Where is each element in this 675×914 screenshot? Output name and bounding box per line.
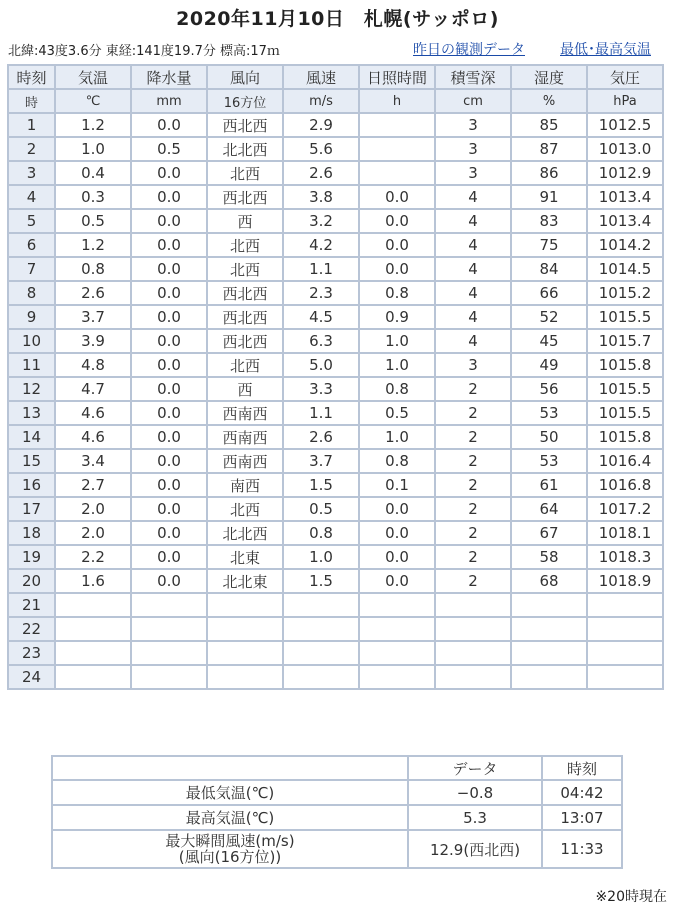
column-unit: ℃ (55, 89, 131, 113)
precipitation-cell: 0.0 (131, 233, 207, 257)
precipitation-cell (131, 641, 207, 665)
hour-cell: 18 (8, 521, 55, 545)
column-unit: mm (131, 89, 207, 113)
humidity-cell (511, 665, 587, 689)
precipitation-cell: 0.0 (131, 449, 207, 473)
pressure-cell: 1016.8 (587, 473, 663, 497)
sunshine-cell: 0.0 (359, 185, 435, 209)
wind-direction-cell: 南西 (207, 473, 283, 497)
hour-cell: 11 (8, 353, 55, 377)
column-header: 時刻 (8, 65, 55, 89)
page-title: 2020年11月10日 札幌(サッポロ) (176, 8, 499, 30)
snow-depth-cell (435, 641, 511, 665)
precipitation-cell: 0.5 (131, 137, 207, 161)
wind-speed-cell: 0.5 (283, 497, 359, 521)
hour-cell: 22 (8, 617, 55, 641)
table-row (8, 233, 663, 257)
precipitation-cell: 0.0 (131, 185, 207, 209)
summary-label-line: (風向(16方位)) (178, 848, 282, 866)
wind-speed-cell (283, 641, 359, 665)
wind-speed-cell: 1.1 (283, 257, 359, 281)
pressure-cell: 1015.5 (587, 377, 663, 401)
precipitation-cell: 0.0 (131, 281, 207, 305)
humidity-cell (511, 617, 587, 641)
hour-cell: 6 (8, 233, 55, 257)
temperature-cell: 3.7 (55, 305, 131, 329)
humidity-cell: 83 (511, 209, 587, 233)
pressure-cell: 1015.7 (587, 329, 663, 353)
snow-depth-cell: 2 (435, 377, 511, 401)
hour-cell: 9 (8, 305, 55, 329)
wind-speed-cell: 4.2 (283, 233, 359, 257)
wind-speed-cell: 1.5 (283, 473, 359, 497)
summary-time: 11:33 (542, 830, 622, 868)
column-unit: % (511, 89, 587, 113)
temperature-cell (55, 593, 131, 617)
hour-cell: 20 (8, 569, 55, 593)
table-row (8, 449, 663, 473)
snow-depth-cell (435, 593, 511, 617)
sunshine-cell: 0.0 (359, 545, 435, 569)
pressure-cell: 1013.4 (587, 185, 663, 209)
column-unit: 時 (8, 89, 55, 113)
temperature-cell: 0.5 (55, 209, 131, 233)
hour-cell: 7 (8, 257, 55, 281)
summary-row (52, 830, 622, 868)
precipitation-cell: 0.0 (131, 473, 207, 497)
sunshine-cell (359, 665, 435, 689)
hour-cell: 14 (8, 425, 55, 449)
snow-depth-cell: 2 (435, 401, 511, 425)
table-row (8, 113, 663, 137)
column-header: 気温 (55, 65, 131, 89)
humidity-cell (511, 593, 587, 617)
table-row (8, 593, 663, 617)
wind-direction-cell: 北北西 (207, 521, 283, 545)
sunshine-cell (359, 641, 435, 665)
column-header-row (8, 65, 663, 89)
table-row (8, 545, 663, 569)
hour-cell: 12 (8, 377, 55, 401)
snow-depth-cell: 4 (435, 257, 511, 281)
hour-cell: 21 (8, 593, 55, 617)
humidity-cell: 50 (511, 425, 587, 449)
wind-direction-cell: 西 (207, 209, 283, 233)
wind-speed-cell: 2.3 (283, 281, 359, 305)
column-unit: m/s (283, 89, 359, 113)
wind-speed-cell: 3.2 (283, 209, 359, 233)
pressure-cell: 1017.2 (587, 497, 663, 521)
temperature-cell: 2.0 (55, 521, 131, 545)
wind-direction-cell (207, 665, 283, 689)
wind-direction-cell: 北西 (207, 497, 283, 521)
humidity-cell: 87 (511, 137, 587, 161)
table-row (8, 569, 663, 593)
station-coordinates: 北緯:43度3.6分 東経:141度19.7分 標高:17ｍ (8, 44, 280, 59)
hour-cell: 1 (8, 113, 55, 137)
wind-direction-cell: 西南西 (207, 449, 283, 473)
summary-value: −0.8 (408, 780, 542, 805)
snow-depth-cell: 4 (435, 329, 511, 353)
sunshine-cell: 0.0 (359, 209, 435, 233)
temperature-cell: 0.8 (55, 257, 131, 281)
column-unit: h (359, 89, 435, 113)
table-row (8, 425, 663, 449)
summary-time: 04:42 (542, 780, 622, 805)
sunshine-cell: 0.8 (359, 281, 435, 305)
temperature-cell (55, 617, 131, 641)
precipitation-cell: 0.0 (131, 521, 207, 545)
wind-speed-cell: 0.8 (283, 521, 359, 545)
temperature-cell: 2.0 (55, 497, 131, 521)
wind-direction-cell: 西北西 (207, 329, 283, 353)
column-header: 風速 (283, 65, 359, 89)
snow-depth-cell (435, 617, 511, 641)
sunshine-cell: 0.0 (359, 233, 435, 257)
pressure-cell: 1018.1 (587, 521, 663, 545)
column-header: 気圧 (587, 65, 663, 89)
table-row (8, 401, 663, 425)
summary-header-row (52, 756, 622, 780)
snow-depth-cell: 4 (435, 281, 511, 305)
sunshine-cell (359, 593, 435, 617)
summary-row (52, 780, 622, 805)
snow-depth-cell: 2 (435, 521, 511, 545)
humidity-cell: 68 (511, 569, 587, 593)
snow-depth-cell (435, 665, 511, 689)
pressure-cell (587, 593, 663, 617)
column-unit: cm (435, 89, 511, 113)
precipitation-cell (131, 617, 207, 641)
snow-depth-cell: 2 (435, 473, 511, 497)
sunshine-cell: 1.0 (359, 353, 435, 377)
wind-speed-cell (283, 665, 359, 689)
pressure-cell: 1015.8 (587, 425, 663, 449)
snow-depth-cell: 4 (435, 305, 511, 329)
temperature-cell: 2.2 (55, 545, 131, 569)
wind-direction-cell: 西北西 (207, 281, 283, 305)
sunshine-cell: 0.0 (359, 569, 435, 593)
wind-direction-cell (207, 617, 283, 641)
table-row (8, 617, 663, 641)
sunshine-cell (359, 617, 435, 641)
table-row (8, 329, 663, 353)
column-unit: hPa (587, 89, 663, 113)
temperature-cell: 0.4 (55, 161, 131, 185)
wind-speed-cell (283, 593, 359, 617)
temperature-cell: 2.7 (55, 473, 131, 497)
hour-cell: 23 (8, 641, 55, 665)
hourly-observation-table (7, 64, 664, 690)
snow-depth-cell: 4 (435, 209, 511, 233)
wind-direction-cell: 北北西 (207, 137, 283, 161)
table-row (8, 497, 663, 521)
summary-label-line: 最低気温(℃) (185, 783, 275, 802)
sunshine-cell: 0.0 (359, 257, 435, 281)
wind-direction-cell (207, 641, 283, 665)
pressure-cell: 1012.9 (587, 161, 663, 185)
temperature-cell: 4.6 (55, 425, 131, 449)
pressure-cell: 1018.9 (587, 569, 663, 593)
table-row (8, 257, 663, 281)
wind-direction-cell: 西北西 (207, 113, 283, 137)
table-row (8, 377, 663, 401)
hour-cell: 3 (8, 161, 55, 185)
sunshine-cell: 1.0 (359, 329, 435, 353)
column-header: 降水量 (131, 65, 207, 89)
table-row (8, 209, 663, 233)
table-row (8, 521, 663, 545)
precipitation-cell: 0.0 (131, 161, 207, 185)
humidity-cell: 56 (511, 377, 587, 401)
pressure-cell: 1013.4 (587, 209, 663, 233)
hour-cell: 13 (8, 401, 55, 425)
summary-value: 12.9(西北西) (408, 830, 542, 868)
humidity-cell: 91 (511, 185, 587, 209)
temperature-cell: 0.3 (55, 185, 131, 209)
snow-depth-cell: 2 (435, 545, 511, 569)
snow-depth-cell: 3 (435, 161, 511, 185)
wind-direction-cell: 北西 (207, 257, 283, 281)
wind-direction-cell (207, 593, 283, 617)
observation-time-note: ※20時現在 (595, 889, 667, 905)
summary-header: データ (408, 756, 542, 780)
wind-direction-cell: 西北西 (207, 185, 283, 209)
hour-cell: 2 (8, 137, 55, 161)
precipitation-cell: 0.0 (131, 377, 207, 401)
precipitation-cell: 0.0 (131, 401, 207, 425)
snow-depth-cell: 3 (435, 137, 511, 161)
table-row (8, 185, 663, 209)
sunshine-cell: 0.0 (359, 521, 435, 545)
humidity-cell: 58 (511, 545, 587, 569)
humidity-cell: 67 (511, 521, 587, 545)
sunshine-cell: 0.8 (359, 449, 435, 473)
pressure-cell: 1018.3 (587, 545, 663, 569)
wind-direction-cell: 北北東 (207, 569, 283, 593)
snow-depth-cell: 3 (435, 113, 511, 137)
summary-label-line: 最高気温(℃) (185, 808, 275, 827)
table-row (8, 305, 663, 329)
yesterday-data-link[interactable]: 昨日の観測データ (413, 42, 525, 58)
precipitation-cell (131, 665, 207, 689)
summary-label-line: 最大瞬間風速(m/s) (165, 832, 295, 850)
wind-direction-cell: 西北西 (207, 305, 283, 329)
station-info-bar (8, 38, 668, 60)
snow-depth-cell: 2 (435, 569, 511, 593)
summary-value: 5.3 (408, 805, 542, 830)
precipitation-cell: 0.0 (131, 545, 207, 569)
wind-speed-cell: 1.5 (283, 569, 359, 593)
wind-speed-cell: 4.5 (283, 305, 359, 329)
wind-speed-cell: 3.3 (283, 377, 359, 401)
precipitation-cell: 0.0 (131, 569, 207, 593)
hour-cell: 15 (8, 449, 55, 473)
pressure-cell: 1016.4 (587, 449, 663, 473)
sunshine-cell: 0.5 (359, 401, 435, 425)
wind-speed-cell: 1.0 (283, 545, 359, 569)
temperature-cell: 2.6 (55, 281, 131, 305)
temperature-cell: 1.2 (55, 113, 131, 137)
hour-cell: 17 (8, 497, 55, 521)
wind-speed-cell: 6.3 (283, 329, 359, 353)
summary-header: 時刻 (542, 756, 622, 780)
unit-header-row (8, 89, 663, 113)
humidity-cell (511, 641, 587, 665)
hour-cell: 4 (8, 185, 55, 209)
wind-direction-cell: 北西 (207, 161, 283, 185)
wind-speed-cell: 1.1 (283, 401, 359, 425)
hour-cell: 8 (8, 281, 55, 305)
summary-label (52, 805, 408, 830)
temperature-cell (55, 665, 131, 689)
sunshine-cell: 0.1 (359, 473, 435, 497)
wind-direction-cell: 西 (207, 377, 283, 401)
snow-depth-cell: 3 (435, 353, 511, 377)
wind-speed-cell: 5.6 (283, 137, 359, 161)
humidity-cell: 52 (511, 305, 587, 329)
humidity-cell: 75 (511, 233, 587, 257)
humidity-cell: 66 (511, 281, 587, 305)
humidity-cell: 49 (511, 353, 587, 377)
table-row (8, 353, 663, 377)
pressure-cell: 1015.2 (587, 281, 663, 305)
table-row (8, 473, 663, 497)
temperature-cell: 4.6 (55, 401, 131, 425)
wind-speed-cell: 3.8 (283, 185, 359, 209)
precipitation-cell: 0.0 (131, 305, 207, 329)
snow-depth-cell: 4 (435, 233, 511, 257)
hourly-rows (8, 113, 663, 689)
humidity-cell: 85 (511, 113, 587, 137)
pressure-cell: 1015.8 (587, 353, 663, 377)
min-max-temperature-link[interactable]: 最低･最高気温 (560, 42, 651, 58)
table-row (8, 665, 663, 689)
temperature-cell: 4.7 (55, 377, 131, 401)
temperature-cell: 3.9 (55, 329, 131, 353)
temperature-cell (55, 641, 131, 665)
column-unit: 16方位 (207, 89, 283, 113)
humidity-cell: 86 (511, 161, 587, 185)
sunshine-cell: 1.0 (359, 425, 435, 449)
sunshine-cell: 0.9 (359, 305, 435, 329)
temperature-cell: 1.0 (55, 137, 131, 161)
summary-row (52, 805, 622, 830)
pressure-cell (587, 641, 663, 665)
table-row (8, 281, 663, 305)
snow-depth-cell: 2 (435, 449, 511, 473)
wind-speed-cell: 2.6 (283, 425, 359, 449)
wind-speed-cell: 3.7 (283, 449, 359, 473)
wind-speed-cell (283, 617, 359, 641)
summary-header (52, 756, 408, 780)
wind-direction-cell: 北東 (207, 545, 283, 569)
wind-direction-cell: 北西 (207, 233, 283, 257)
column-header: 湿度 (511, 65, 587, 89)
precipitation-cell (131, 593, 207, 617)
humidity-cell: 64 (511, 497, 587, 521)
sunshine-cell (359, 113, 435, 137)
temperature-cell: 1.6 (55, 569, 131, 593)
precipitation-cell: 0.0 (131, 209, 207, 233)
column-header: 積雪深 (435, 65, 511, 89)
summary-label (52, 780, 408, 805)
pressure-cell (587, 665, 663, 689)
humidity-cell: 53 (511, 449, 587, 473)
column-header: 風向 (207, 65, 283, 89)
pressure-cell: 1013.0 (587, 137, 663, 161)
pressure-cell: 1015.5 (587, 401, 663, 425)
humidity-cell: 53 (511, 401, 587, 425)
precipitation-cell: 0.0 (131, 353, 207, 377)
humidity-cell: 84 (511, 257, 587, 281)
pressure-cell: 1014.2 (587, 233, 663, 257)
precipitation-cell: 0.0 (131, 329, 207, 353)
wind-speed-cell: 5.0 (283, 353, 359, 377)
precipitation-cell: 0.0 (131, 257, 207, 281)
daily-summary-table (51, 755, 623, 869)
hour-cell: 24 (8, 665, 55, 689)
humidity-cell: 61 (511, 473, 587, 497)
pressure-cell: 1014.5 (587, 257, 663, 281)
sunshine-cell: 0.0 (359, 497, 435, 521)
precipitation-cell: 0.0 (131, 425, 207, 449)
temperature-cell: 4.8 (55, 353, 131, 377)
temperature-cell: 3.4 (55, 449, 131, 473)
column-header: 日照時間 (359, 65, 435, 89)
pressure-cell (587, 617, 663, 641)
pressure-cell: 1012.5 (587, 113, 663, 137)
hour-cell: 5 (8, 209, 55, 233)
summary-rows (52, 780, 622, 868)
wind-direction-cell: 西南西 (207, 401, 283, 425)
table-row (8, 137, 663, 161)
table-row (8, 161, 663, 185)
sunshine-cell: 0.8 (359, 377, 435, 401)
sunshine-cell (359, 137, 435, 161)
snow-depth-cell: 4 (435, 185, 511, 209)
humidity-cell: 45 (511, 329, 587, 353)
precipitation-cell: 0.0 (131, 113, 207, 137)
temperature-cell: 1.2 (55, 233, 131, 257)
precipitation-cell: 0.0 (131, 497, 207, 521)
pressure-cell: 1015.5 (587, 305, 663, 329)
wind-direction-cell: 北西 (207, 353, 283, 377)
hour-cell: 16 (8, 473, 55, 497)
table-row (8, 641, 663, 665)
summary-time: 13:07 (542, 805, 622, 830)
hour-cell: 10 (8, 329, 55, 353)
wind-speed-cell: 2.6 (283, 161, 359, 185)
sunshine-cell (359, 161, 435, 185)
snow-depth-cell: 2 (435, 425, 511, 449)
summary-label (52, 830, 408, 868)
wind-direction-cell: 西南西 (207, 425, 283, 449)
snow-depth-cell: 2 (435, 497, 511, 521)
hour-cell: 19 (8, 545, 55, 569)
wind-speed-cell: 2.9 (283, 113, 359, 137)
